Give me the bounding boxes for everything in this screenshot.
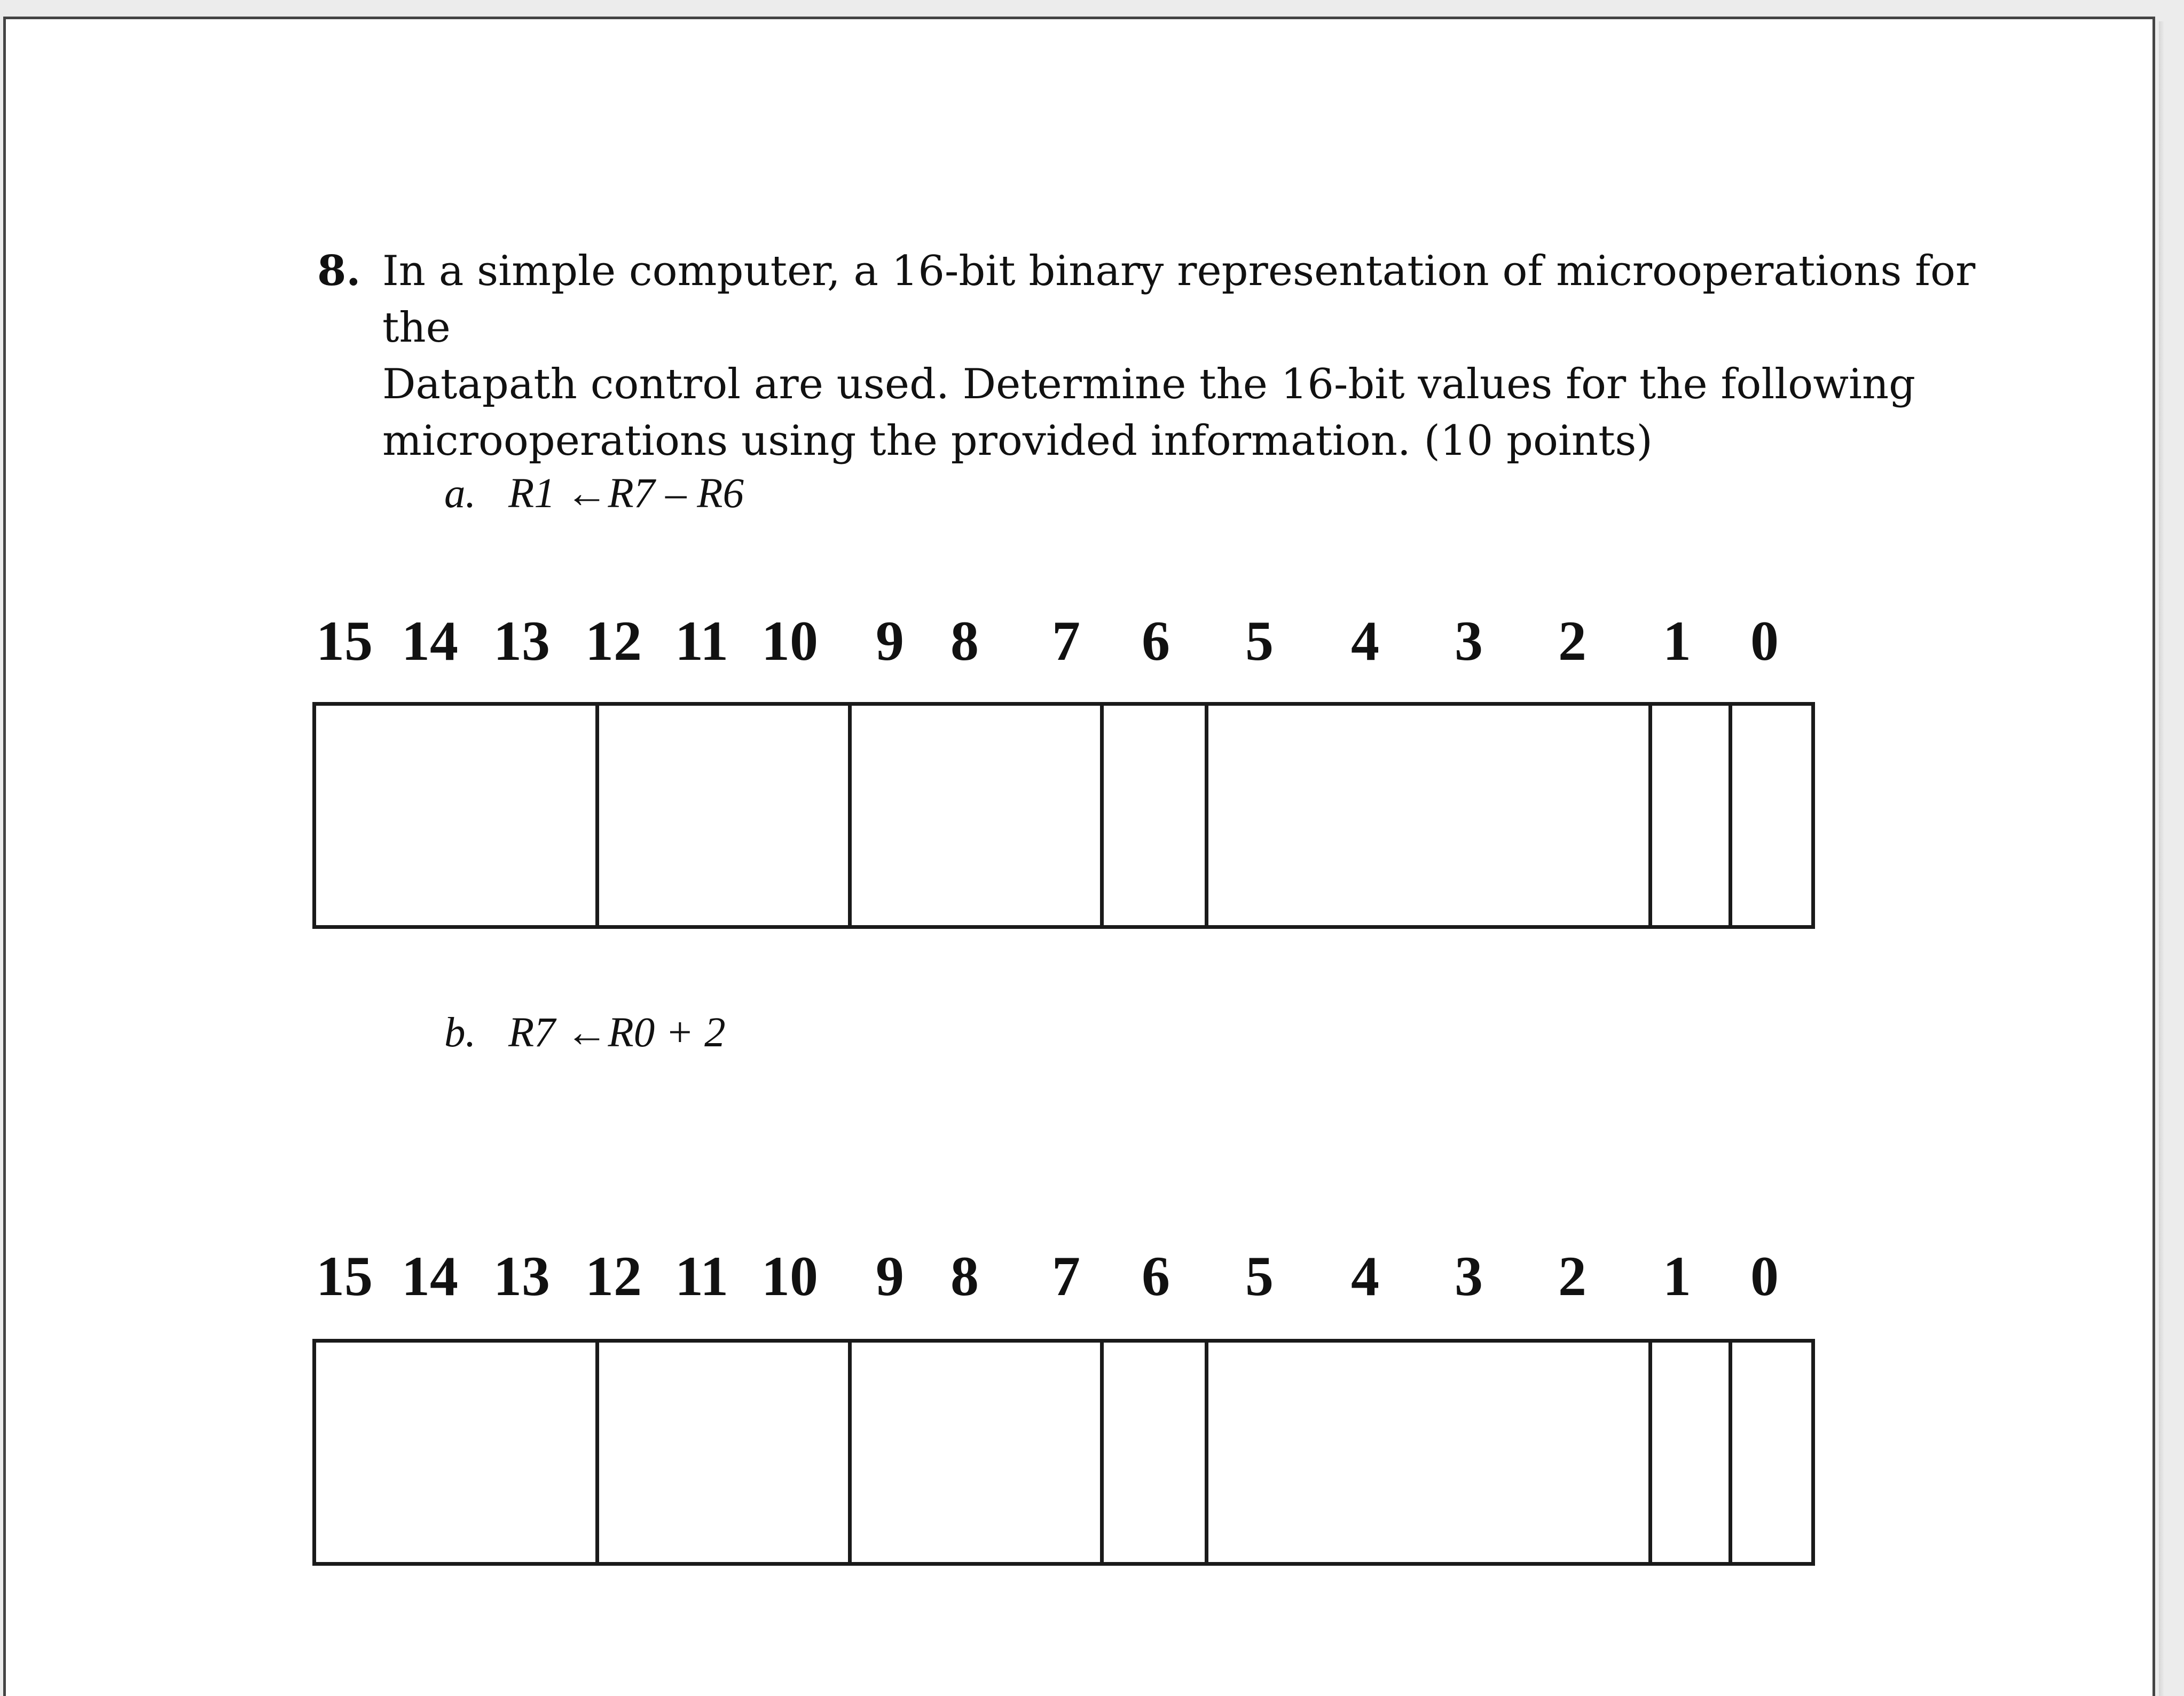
bit-label: 4 [1351, 1245, 1379, 1307]
bit-label: 5 [1245, 610, 1274, 672]
bit-label: 15 [316, 610, 373, 672]
field-divider [848, 1343, 852, 1562]
part-a-operation: R1 ←R7 – R6 [508, 470, 744, 517]
field-divider [595, 706, 599, 925]
bit-label: 10 [761, 610, 818, 672]
bit-label: 1 [1663, 1245, 1691, 1307]
field-divider [1205, 1343, 1208, 1562]
part-b-operation: R7 ←R0 + 2 [508, 1009, 726, 1056]
bit-label: 11 [675, 610, 729, 672]
field-divider [1648, 1343, 1652, 1562]
bit-label: 13 [493, 1245, 550, 1307]
question-text: In a simple computer, a 16-bit binary representation of microoperations for the Datapath control are used. Determine the 16-bit values for the following microoperations using the provided information. (10 points) [382, 247, 1976, 465]
bit-label: 10 [761, 1245, 818, 1307]
field-divider [1729, 1343, 1732, 1562]
page-edge-shadow [2159, 21, 2164, 1696]
part-a [444, 470, 744, 518]
bit-label: 12 [585, 610, 642, 672]
register-boxes-a [312, 702, 1815, 929]
field-divider [1205, 706, 1208, 925]
field-divider [1648, 706, 1652, 925]
bit-label: 5 [1245, 1245, 1274, 1307]
bit-label: 9 [876, 1245, 904, 1307]
bit-label: 3 [1455, 1245, 1483, 1307]
bit-label: 8 [950, 610, 979, 672]
register-boxes-b [312, 1339, 1815, 1566]
bit-label: 14 [402, 610, 458, 672]
bit-label: 1 [1663, 610, 1691, 672]
bit-label: 2 [1558, 1245, 1586, 1307]
field-divider [848, 706, 852, 925]
bit-label: 8 [950, 1245, 979, 1307]
part-a-label: a. [444, 470, 476, 517]
bit-label: 2 [1558, 610, 1586, 672]
field-divider [1100, 706, 1104, 925]
bit-label: 7 [1052, 1245, 1080, 1307]
bit-label: 6 [1142, 1245, 1170, 1307]
bit-numbers-a [316, 609, 1811, 678]
bit-label: 9 [876, 610, 904, 672]
bit-label: 4 [1351, 610, 1379, 672]
bit-label: 13 [493, 610, 550, 672]
field-divider [595, 1343, 599, 1562]
bit-label: 3 [1455, 610, 1483, 672]
bit-label: 14 [402, 1245, 458, 1307]
bit-label: 11 [675, 1245, 729, 1307]
bit-label: 0 [1750, 1245, 1779, 1307]
part-b-label: b. [444, 1009, 476, 1056]
bit-label: 0 [1750, 610, 1779, 672]
bit-label: 15 [316, 1245, 373, 1307]
bit-label: 12 [585, 1245, 642, 1307]
field-divider [1100, 1343, 1104, 1562]
field-divider [1729, 706, 1732, 925]
bit-label: 6 [1142, 610, 1170, 672]
bit-numbers-b [316, 1244, 1811, 1313]
bit-label: 7 [1052, 610, 1080, 672]
part-b [444, 1009, 726, 1057]
question-number: 8. [317, 247, 361, 295]
